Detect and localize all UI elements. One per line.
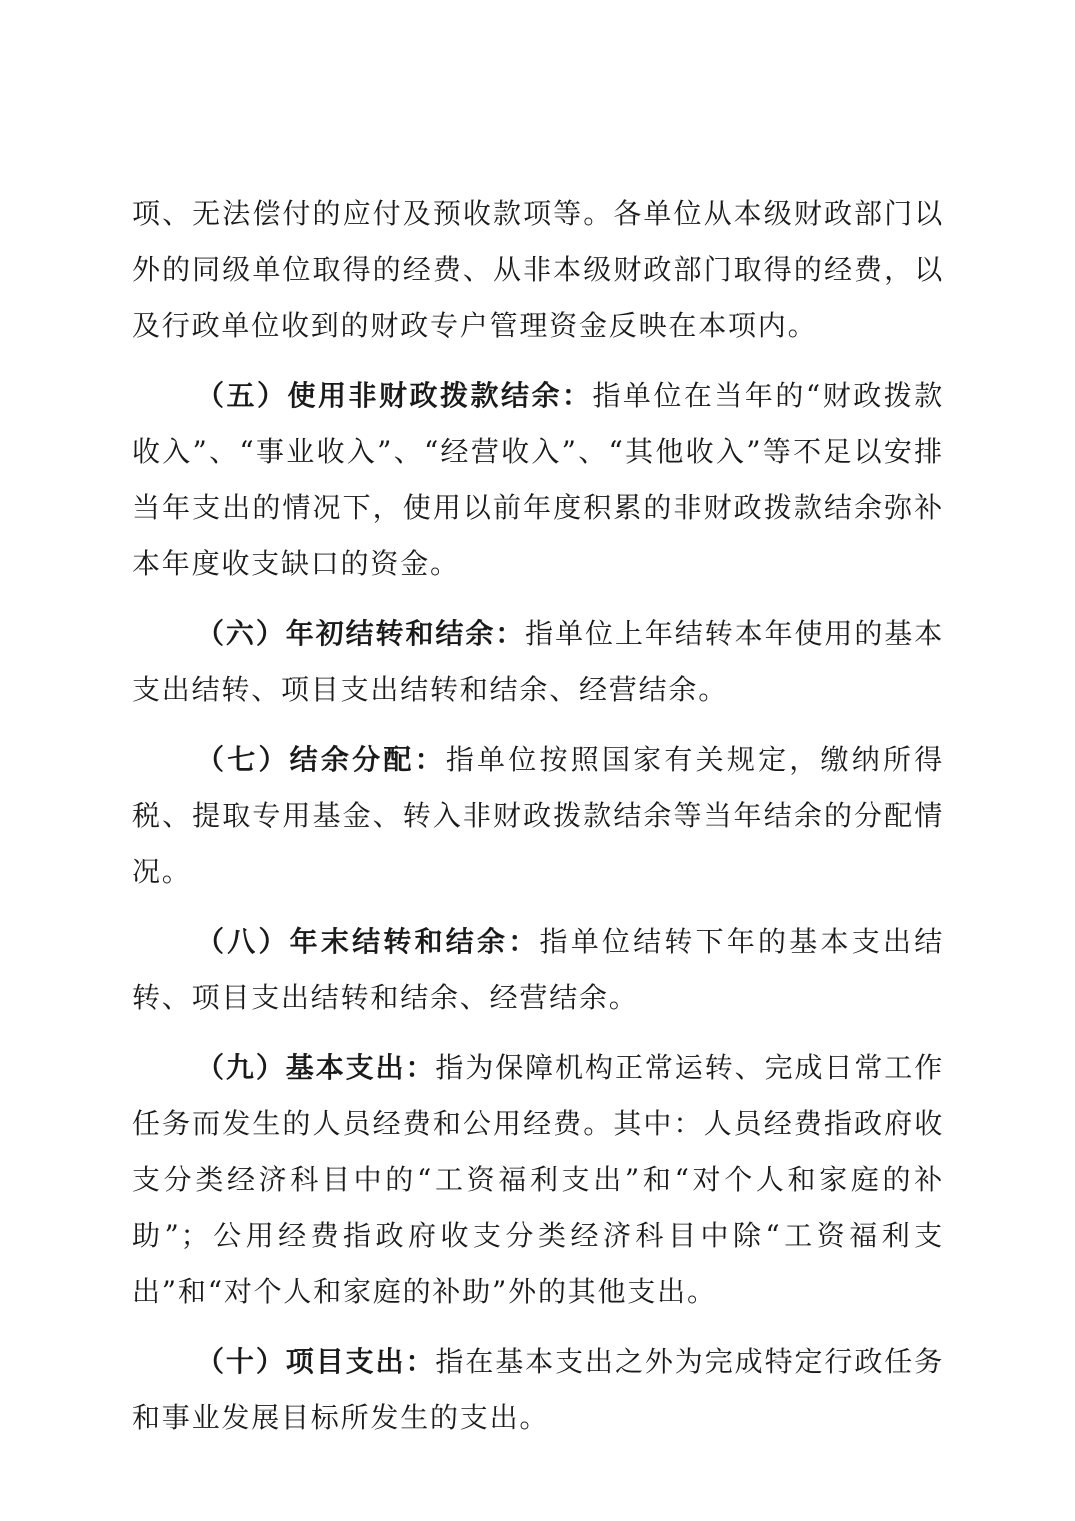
paragraph-term: （七）结余分配： (196, 743, 446, 776)
paragraph-item-5 (132, 368, 944, 592)
document-page (132, 186, 944, 1446)
paragraph-text: 指单位上年结转本年使用的基本支出结转、项目支出结转和结余、经营结余。 (132, 617, 944, 706)
paragraph-term: （八）年末结转和结余： (196, 925, 540, 958)
paragraph-item-9 (132, 1040, 944, 1320)
paragraph-item-8 (132, 914, 944, 1026)
paragraph-text: 指单位按照国家有关规定，缴纳所得税、提取专用基金、转入非财政拨款结余等当年结余的分配情况。 (132, 743, 944, 888)
paragraph-text: 指单位在当年的“财政拨款收入”、“事业收入”、“经营收入”、“其他收入”等不足以安排当年支出的情况下，使用以前年度积累的非财政拨款结余弥补本年度收支缺口的资金。 (132, 379, 944, 580)
paragraph-text: 指为保障机构正常运转、完成日常工作任务而发生的人员经费和公用经费。其中：人员经费指政府收支分类经济科目中的“工资福利支出”和“对个人和家庭的补助”；公用经费指政府收支分类经济科目中除“工资福利支出”和“对个人和家庭的补助”外的其他支出。 (132, 1051, 944, 1308)
paragraph-continued (132, 186, 944, 354)
paragraph-text: 指在基本支出之外为完成特定行政任务和事业发展目标所发生的支出。 (132, 1345, 944, 1434)
paragraph-term: （六）年初结转和结余： (196, 617, 526, 650)
paragraph-item-10 (132, 1334, 944, 1446)
paragraph-term: （九）基本支出： (196, 1051, 436, 1084)
paragraph-term: （五）使用非财政拨款结余： (196, 379, 593, 412)
paragraph-text: 项、无法偿付的应付及预收款项等。各单位从本级财政部门以外的同级单位取得的经费、从非本级财政部门取得的经费，以及行政单位收到的财政专户管理资金反映在本项内。 (132, 197, 944, 342)
paragraph-text: 指单位结转下年的基本支出结转、项目支出结转和结余、经营结余。 (132, 925, 944, 1014)
paragraph-item-7 (132, 732, 944, 900)
paragraph-term: （十）项目支出： (196, 1345, 436, 1378)
paragraph-item-6 (132, 606, 944, 718)
